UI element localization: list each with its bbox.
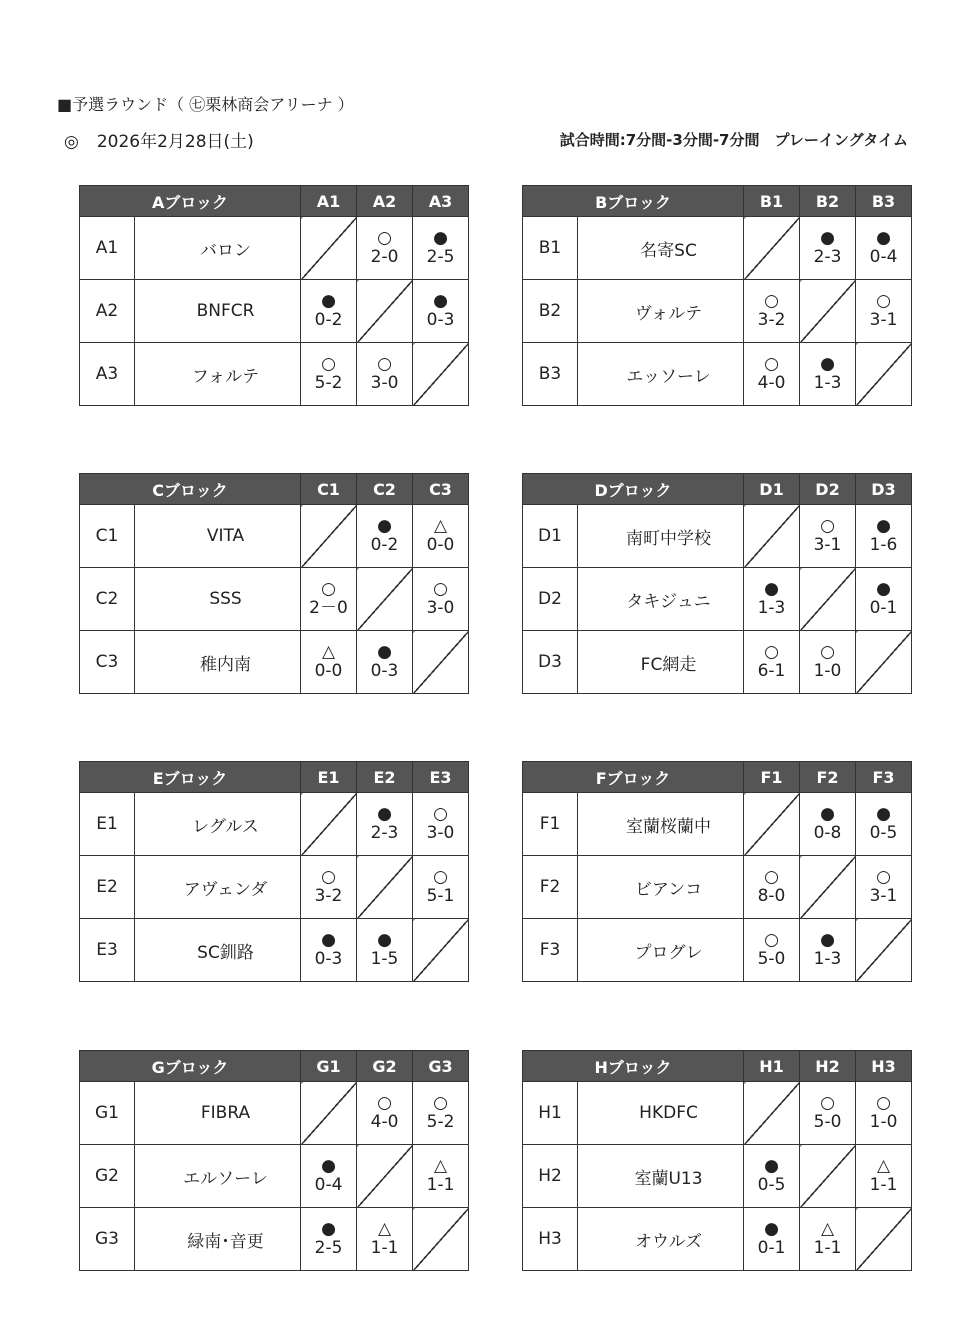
team-id: E2 xyxy=(80,856,135,919)
table-row xyxy=(80,793,469,856)
result-mark: ○ xyxy=(876,290,891,311)
table-row xyxy=(523,793,912,856)
result-mark: △ xyxy=(820,1218,835,1239)
table-row xyxy=(80,568,469,631)
result-cell xyxy=(413,217,469,280)
self-match-cell xyxy=(413,919,469,982)
self-match-cell xyxy=(744,505,800,568)
result-score: 0-3 xyxy=(426,309,455,330)
self-match-cell xyxy=(800,568,856,631)
result-mark: ● xyxy=(377,515,392,536)
result-score: 1-0 xyxy=(813,660,842,681)
column-header: C1 xyxy=(301,474,357,505)
self-match-cell xyxy=(301,793,357,856)
result-cell xyxy=(856,505,912,568)
column-header: E1 xyxy=(301,762,357,793)
result-score: 0-2 xyxy=(314,309,343,330)
result-score: 3-2 xyxy=(314,885,343,906)
result-mark: ● xyxy=(377,803,392,824)
self-match-cell xyxy=(856,631,912,694)
result-cell xyxy=(744,1208,800,1271)
self-match-cell xyxy=(800,280,856,343)
table-row xyxy=(80,856,469,919)
result-score: 3-1 xyxy=(869,885,898,906)
table-row xyxy=(523,631,912,694)
column-header: A3 xyxy=(413,186,469,217)
result-score: 3-0 xyxy=(426,822,455,843)
team-name: 南町中学校 xyxy=(578,505,744,568)
result-score: 0-8 xyxy=(813,822,842,843)
table-row xyxy=(80,217,469,280)
block-name: Fブロック xyxy=(523,762,744,793)
self-match-cell xyxy=(357,1145,413,1208)
column-header: E2 xyxy=(357,762,413,793)
team-id: B2 xyxy=(523,280,578,343)
result-cell xyxy=(301,280,357,343)
team-id: C2 xyxy=(80,568,135,631)
table-row xyxy=(80,343,469,406)
result-mark: △ xyxy=(433,515,448,536)
result-cell xyxy=(744,280,800,343)
table-row xyxy=(523,505,912,568)
result-score: 1-5 xyxy=(370,948,399,969)
block-table xyxy=(79,761,469,982)
team-name: 緑南･音更 xyxy=(135,1208,301,1271)
result-cell xyxy=(744,919,800,982)
self-match-cell xyxy=(413,343,469,406)
result-mark: ○ xyxy=(321,353,336,374)
result-cell xyxy=(413,1145,469,1208)
result-mark: ○ xyxy=(820,515,835,536)
self-match-cell xyxy=(800,856,856,919)
self-match-cell xyxy=(744,793,800,856)
result-score: 1-1 xyxy=(813,1237,842,1258)
result-score: 2-5 xyxy=(426,246,455,267)
result-mark: ● xyxy=(433,290,448,311)
team-name: HKDFC xyxy=(578,1082,744,1145)
result-cell xyxy=(301,856,357,919)
table-row xyxy=(523,217,912,280)
result-cell xyxy=(744,343,800,406)
result-mark: ● xyxy=(377,929,392,950)
result-mark: ● xyxy=(820,227,835,248)
team-id: C3 xyxy=(80,631,135,694)
result-mark: ● xyxy=(764,1155,779,1176)
result-mark: ○ xyxy=(377,227,392,248)
self-match-cell xyxy=(856,343,912,406)
team-id: A3 xyxy=(80,343,135,406)
column-header: C3 xyxy=(413,474,469,505)
result-cell xyxy=(744,1145,800,1208)
result-score: 5-2 xyxy=(426,1111,455,1132)
table-row xyxy=(523,1145,912,1208)
result-cell xyxy=(357,505,413,568)
team-id: A2 xyxy=(80,280,135,343)
team-name: プログレ xyxy=(578,919,744,982)
result-score: 2-5 xyxy=(314,1237,343,1258)
result-score: 1-0 xyxy=(869,1111,898,1132)
result-score: 3-2 xyxy=(757,309,786,330)
team-id: C1 xyxy=(80,505,135,568)
result-cell xyxy=(800,793,856,856)
team-id: G3 xyxy=(80,1208,135,1271)
result-cell xyxy=(357,793,413,856)
result-cell xyxy=(357,631,413,694)
match-date xyxy=(64,127,254,152)
result-cell xyxy=(413,505,469,568)
result-cell xyxy=(301,343,357,406)
date-symbol: ◎ xyxy=(64,132,79,152)
result-cell xyxy=(800,631,856,694)
self-match-cell xyxy=(357,856,413,919)
result-cell xyxy=(413,280,469,343)
column-header: D3 xyxy=(856,474,912,505)
result-mark: ● xyxy=(321,1155,336,1176)
column-header: G3 xyxy=(413,1051,469,1082)
result-score: 1-3 xyxy=(757,597,786,618)
result-score: 0-2 xyxy=(370,534,399,555)
team-id: B1 xyxy=(523,217,578,280)
column-header: A1 xyxy=(301,186,357,217)
block-name: Dブロック xyxy=(523,474,744,505)
column-header: F1 xyxy=(744,762,800,793)
result-cell xyxy=(800,343,856,406)
self-match-cell xyxy=(856,919,912,982)
self-match-cell xyxy=(413,1208,469,1271)
result-cell xyxy=(357,1208,413,1271)
team-name: オウルズ xyxy=(578,1208,744,1271)
table-row xyxy=(80,1208,469,1271)
result-score: 5-1 xyxy=(426,885,455,906)
result-score: 4-0 xyxy=(370,1111,399,1132)
result-mark: ○ xyxy=(876,866,891,887)
match-time-info: 試合時間:7分間-3分間-7分間 プレーイングタイム xyxy=(559,131,908,149)
team-name: タキジュニ xyxy=(578,568,744,631)
column-header: B3 xyxy=(856,186,912,217)
team-name: バロン xyxy=(135,217,301,280)
result-mark: ● xyxy=(377,641,392,662)
self-match-cell xyxy=(744,1082,800,1145)
column-header: D1 xyxy=(744,474,800,505)
team-id: D1 xyxy=(523,505,578,568)
result-cell xyxy=(301,568,357,631)
result-cell xyxy=(856,1082,912,1145)
table-row xyxy=(523,919,912,982)
column-header: H2 xyxy=(800,1051,856,1082)
result-cell xyxy=(357,343,413,406)
result-score: 2-3 xyxy=(370,822,399,843)
result-mark: ● xyxy=(820,353,835,374)
column-header: A2 xyxy=(357,186,413,217)
self-match-cell xyxy=(856,1208,912,1271)
result-score: 2-0 xyxy=(370,246,399,267)
result-mark: ● xyxy=(321,290,336,311)
result-score: 0-1 xyxy=(869,597,898,618)
block-name: Eブロック xyxy=(80,762,301,793)
team-id: D2 xyxy=(523,568,578,631)
self-match-cell xyxy=(357,568,413,631)
result-mark: ○ xyxy=(764,866,779,887)
result-score: 8-0 xyxy=(757,885,786,906)
result-cell xyxy=(856,217,912,280)
column-header: G1 xyxy=(301,1051,357,1082)
table-row xyxy=(523,856,912,919)
result-score: 0-4 xyxy=(869,246,898,267)
result-mark: ○ xyxy=(764,641,779,662)
team-id: H1 xyxy=(523,1082,578,1145)
result-mark: ○ xyxy=(321,578,336,599)
block-table xyxy=(79,185,469,406)
result-cell xyxy=(800,919,856,982)
result-score: 0-3 xyxy=(370,660,399,681)
team-name: VITA xyxy=(135,505,301,568)
team-name: SSS xyxy=(135,568,301,631)
result-cell xyxy=(800,1082,856,1145)
result-mark: ● xyxy=(321,1218,336,1239)
result-mark: ○ xyxy=(820,1092,835,1113)
result-score: 1-3 xyxy=(813,948,842,969)
result-score: 6-1 xyxy=(757,660,786,681)
team-id: F3 xyxy=(523,919,578,982)
block-table xyxy=(79,1050,469,1271)
page-title: ■予選ラウンド（ ㊆栗林商会アリーナ ） xyxy=(57,95,354,114)
result-cell xyxy=(301,1145,357,1208)
result-score: 1-1 xyxy=(869,1174,898,1195)
result-mark: ○ xyxy=(433,866,448,887)
team-name: エッソーレ xyxy=(578,343,744,406)
result-cell xyxy=(357,217,413,280)
result-mark: ○ xyxy=(321,866,336,887)
team-name: FC網走 xyxy=(578,631,744,694)
team-name: 室蘭桜蘭中 xyxy=(578,793,744,856)
result-mark: ● xyxy=(321,929,336,950)
result-mark: ● xyxy=(876,578,891,599)
team-id: E3 xyxy=(80,919,135,982)
result-cell xyxy=(301,1208,357,1271)
result-score: 0-0 xyxy=(314,660,343,681)
team-name: SC釧路 xyxy=(135,919,301,982)
team-name: レグルス xyxy=(135,793,301,856)
team-id: H3 xyxy=(523,1208,578,1271)
table-row xyxy=(80,631,469,694)
team-name: 室蘭U13 xyxy=(578,1145,744,1208)
result-mark: △ xyxy=(377,1218,392,1239)
result-score: 4-0 xyxy=(757,372,786,393)
result-mark: ○ xyxy=(377,353,392,374)
column-header: F2 xyxy=(800,762,856,793)
result-cell xyxy=(301,919,357,982)
team-name: エルソーレ xyxy=(135,1145,301,1208)
table-row xyxy=(80,919,469,982)
self-match-cell xyxy=(357,280,413,343)
team-id: E1 xyxy=(80,793,135,856)
block-table xyxy=(522,185,912,406)
table-row xyxy=(523,1208,912,1271)
result-score: 1-3 xyxy=(813,372,842,393)
result-cell xyxy=(856,1145,912,1208)
result-score: 5-0 xyxy=(757,948,786,969)
result-cell xyxy=(856,856,912,919)
result-mark: ○ xyxy=(433,1092,448,1113)
result-cell xyxy=(856,568,912,631)
column-header: B2 xyxy=(800,186,856,217)
result-mark: ● xyxy=(876,515,891,536)
result-score: 0-5 xyxy=(757,1174,786,1195)
result-cell xyxy=(413,793,469,856)
result-score: 0-5 xyxy=(869,822,898,843)
team-id: F2 xyxy=(523,856,578,919)
result-cell xyxy=(800,505,856,568)
result-score: 1-6 xyxy=(869,534,898,555)
column-header: F3 xyxy=(856,762,912,793)
result-mark: ● xyxy=(820,929,835,950)
result-score: 3-1 xyxy=(813,534,842,555)
column-header: E3 xyxy=(413,762,469,793)
result-mark: △ xyxy=(433,1155,448,1176)
block-table xyxy=(522,1050,912,1271)
column-header: B1 xyxy=(744,186,800,217)
result-cell xyxy=(744,631,800,694)
team-name: FIBRA xyxy=(135,1082,301,1145)
result-mark: ○ xyxy=(764,929,779,950)
table-row xyxy=(80,505,469,568)
table-row xyxy=(80,280,469,343)
result-cell xyxy=(856,793,912,856)
team-name: アヴェンダ xyxy=(135,856,301,919)
self-match-cell xyxy=(413,631,469,694)
block-name: Hブロック xyxy=(523,1051,744,1082)
result-mark: ● xyxy=(876,803,891,824)
result-mark: ● xyxy=(764,578,779,599)
block-table xyxy=(79,473,469,694)
result-score: 1-1 xyxy=(370,1237,399,1258)
result-cell xyxy=(413,1082,469,1145)
result-mark: ● xyxy=(820,803,835,824)
table-row xyxy=(80,1145,469,1208)
block-name: Bブロック xyxy=(523,186,744,217)
block-name: Cブロック xyxy=(80,474,301,505)
result-mark: △ xyxy=(321,641,336,662)
result-cell xyxy=(744,568,800,631)
result-cell xyxy=(413,568,469,631)
result-cell xyxy=(800,217,856,280)
result-mark: ● xyxy=(433,227,448,248)
result-score: 5-2 xyxy=(314,372,343,393)
team-id: A1 xyxy=(80,217,135,280)
team-id: B3 xyxy=(523,343,578,406)
column-header: H1 xyxy=(744,1051,800,1082)
team-name: ヴォルテ xyxy=(578,280,744,343)
table-row xyxy=(523,1082,912,1145)
column-header: H3 xyxy=(856,1051,912,1082)
team-id: D3 xyxy=(523,631,578,694)
block-table xyxy=(522,761,912,982)
result-score: 1-1 xyxy=(426,1174,455,1195)
date-text: 2026年2月28日(土) xyxy=(96,132,254,152)
result-score: 0-4 xyxy=(314,1174,343,1195)
team-name: 名寄SC xyxy=(578,217,744,280)
team-name: ビアンコ xyxy=(578,856,744,919)
table-row xyxy=(80,1082,469,1145)
result-score: 3-1 xyxy=(869,309,898,330)
result-cell xyxy=(357,1082,413,1145)
team-name: フォルテ xyxy=(135,343,301,406)
result-score: 0-1 xyxy=(757,1237,786,1258)
result-score: 3-0 xyxy=(370,372,399,393)
self-match-cell xyxy=(301,1082,357,1145)
column-header: D2 xyxy=(800,474,856,505)
result-score: 5-0 xyxy=(813,1111,842,1132)
result-score: 0-0 xyxy=(426,534,455,555)
team-id: G2 xyxy=(80,1145,135,1208)
result-cell xyxy=(856,280,912,343)
result-cell xyxy=(357,919,413,982)
self-match-cell xyxy=(744,217,800,280)
team-name: 稚内南 xyxy=(135,631,301,694)
result-score: 0-3 xyxy=(314,948,343,969)
self-match-cell xyxy=(301,505,357,568)
column-header: C2 xyxy=(357,474,413,505)
self-match-cell xyxy=(800,1145,856,1208)
table-row xyxy=(523,280,912,343)
result-score: 2-3 xyxy=(813,246,842,267)
result-cell xyxy=(301,631,357,694)
team-id: F1 xyxy=(523,793,578,856)
result-cell xyxy=(800,1208,856,1271)
team-name: BNFCR xyxy=(135,280,301,343)
result-score: 3-0 xyxy=(426,597,455,618)
result-score: 2－0 xyxy=(309,597,348,618)
table-row xyxy=(523,568,912,631)
team-id: G1 xyxy=(80,1082,135,1145)
result-mark: ○ xyxy=(377,1092,392,1113)
result-cell xyxy=(744,856,800,919)
column-header: G2 xyxy=(357,1051,413,1082)
result-mark: ● xyxy=(764,1218,779,1239)
result-mark: ○ xyxy=(764,290,779,311)
table-row xyxy=(523,343,912,406)
block-name: Aブロック xyxy=(80,186,301,217)
result-mark: ○ xyxy=(433,578,448,599)
result-mark: ○ xyxy=(764,353,779,374)
result-mark: ● xyxy=(876,227,891,248)
result-mark: △ xyxy=(876,1155,891,1176)
block-name: Gブロック xyxy=(80,1051,301,1082)
result-mark: ○ xyxy=(820,641,835,662)
result-mark: ○ xyxy=(876,1092,891,1113)
result-cell xyxy=(413,856,469,919)
self-match-cell xyxy=(301,217,357,280)
team-id: H2 xyxy=(523,1145,578,1208)
block-table xyxy=(522,473,912,694)
result-mark: ○ xyxy=(433,803,448,824)
